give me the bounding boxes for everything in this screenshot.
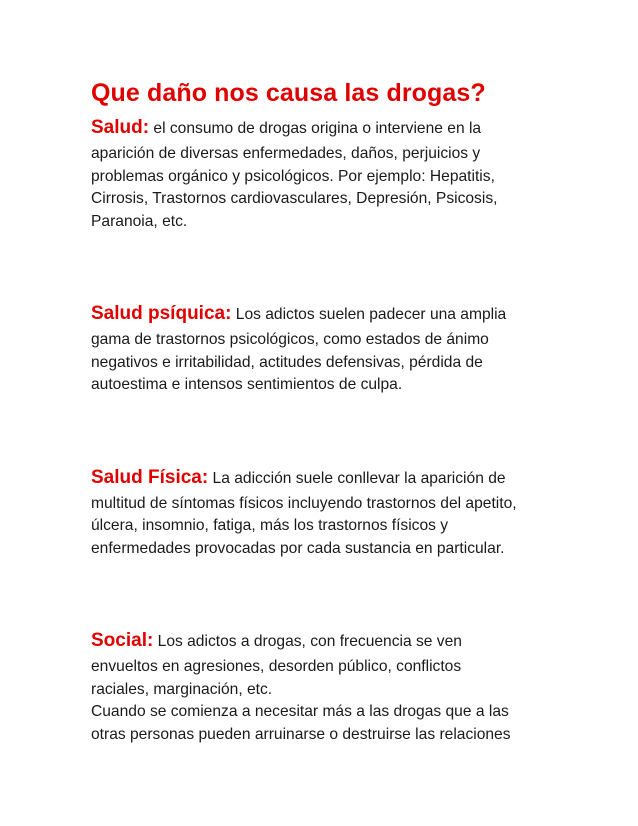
- section-salud: [91, 114, 561, 233]
- section-text-line: Cuando se comienza a necesitar más a las drogas que a las: [91, 703, 509, 720]
- section-text-line: aparición de diversas enfermedades, daños, perjuicios y: [91, 145, 481, 162]
- section-text-line: otras personas pueden arruinarse o destruirse las relaciones: [91, 725, 511, 743]
- section-text-line: La adicción suele conllevar la aparición de: [212, 469, 506, 487]
- section-first-line: [91, 627, 561, 656]
- section-label-salud-fisica: Salud Física:: [91, 466, 209, 488]
- section-first-line: [91, 114, 561, 143]
- section-text-line: problemas orgánico y psicológicos. Por ejemplo: Hepatitis,: [91, 167, 495, 185]
- section-text-line: Los adictos suelen padecer una amplia: [235, 306, 507, 323]
- section-text-line: raciales, marginación, etc.: [91, 680, 273, 698]
- section-first-line: [91, 300, 561, 329]
- section-text-line: enfermedades provocadas por cada sustancia en particular.: [91, 539, 505, 557]
- section-text-line: Los adictos a drogas, con frecuencia se ven: [157, 633, 462, 650]
- section-text-line: envueltos en agresiones, desorden público, conflictos: [91, 658, 462, 675]
- document-page: [91, 78, 561, 746]
- section-label-salud-psiquica: Salud psíquica:: [91, 303, 232, 324]
- section-text-line: el consumo de drogas origina o interviene en la: [153, 120, 482, 137]
- page-title: Que daño nos causa las drogas?: [91, 79, 486, 107]
- section-salud-psiquica: [91, 300, 561, 397]
- section-label-social: Social:: [91, 630, 154, 651]
- section-label-salud: Salud:: [91, 117, 150, 138]
- section-text-line: autoestima e intensos sentimientos de culpa.: [91, 376, 403, 393]
- section-text-line: multitud de síntomas físicos incluyendo trastornos del apetito,: [91, 494, 517, 512]
- section-text-line: Paranoia, etc.: [91, 212, 188, 230]
- section-text-line: úlcera, insomnio, fatiga, más los trastornos físicos y: [91, 517, 449, 534]
- section-text-line: gama de trastornos psicológicos, como estados de ánimo: [91, 331, 489, 348]
- section-social: [91, 627, 561, 746]
- section-first-line: [91, 464, 561, 493]
- section-salud-fisica: [91, 464, 561, 561]
- section-text-line: Cirrosis, Trastornos cardiovasculares, Depresión, Psicosis,: [91, 190, 498, 207]
- section-text-line: negativos e irritabilidad, actitudes defensivas, pérdida de: [91, 353, 483, 371]
